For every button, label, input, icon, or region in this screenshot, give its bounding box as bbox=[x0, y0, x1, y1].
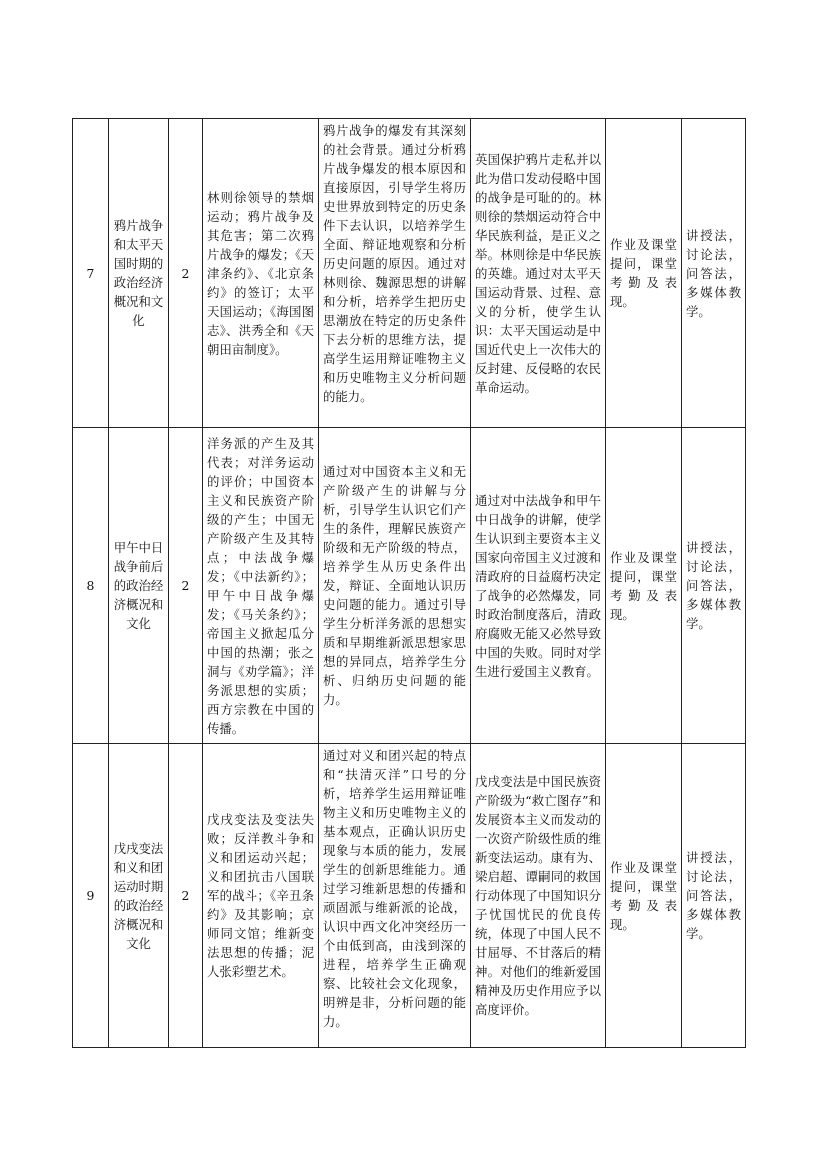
lesson-goal: 通过对中国资本主义和无产阶级产生的讲解与分析，引导学生认识它们产生的条件，理解民族资产阶级和无产阶级的特点，培养学生从历史条件出发，辩证、全面地认识历史问题的能力。通过引导学生分析洋务派的思想实质和早期维新派思想家思想的异同点，培养学生分析、归纳历史问题的能力。 bbox=[319, 428, 471, 744]
lesson-assessment: 作业及课堂提问，课堂考勤及表现。 bbox=[606, 428, 682, 744]
lesson-content: 戊戌变法及变法失败；反洋教斗争和义和团运动兴起；义和团抗击八国联军的战斗；《辛丑条约》及其影响；京师同文馆；维新变法思想的传播；泥人张彩塑艺术。 bbox=[203, 744, 319, 1048]
table-row bbox=[73, 119, 746, 428]
lesson-hours: 2 bbox=[169, 744, 203, 1048]
lesson-hours: 2 bbox=[169, 428, 203, 744]
lesson-content: 洋务派的产生及其代表；对洋务运动的评价；中国资本主义和民族资产阶级的产生；中国无产阶级产生及其特点；中法战争爆发；《中法新约》；甲午中日战争爆发；《马关条约》；帝国主义掀起瓜分中国的热潮；张之洞与《劝学篇》；洋务派思想的实质；西方宗教在中国的传播。 bbox=[203, 428, 319, 744]
lesson-number: 7 bbox=[73, 119, 109, 428]
lesson-method: 讲授法，讨论法，问答法，多媒体教学。 bbox=[682, 744, 746, 1048]
lesson-goal: 鸦片战争的爆发有其深刻的社会背景。通过分析鸦片战争爆发的根本原因和直接原因，引导学生将历史世界放到特定的历史条件下去认识，以培养学生全面、辩证地观察和分析历史问题的原因。通过对林则徐、魏源思想的讲解和分析，培养学生把历史思潮放在特定的历史条件下去分析的思维方法，提高学生运用辩证唯物主义和历史唯物主义分析问题的能力。 bbox=[319, 119, 471, 428]
lesson-effect: 通过对中法战争和甲午中日战争的讲解，使学生认识到主要资本主义国家向帝国主义过渡和清政府的日益腐朽决定了战争的必然爆发，同时政治制度落后，清政府腐败无能又必然导致中国的失败。同时对学生进行爱国主义教育。 bbox=[471, 428, 606, 744]
lesson-topic: 鸦片战争和太平天国时期的政治经济概况和文化 bbox=[109, 119, 169, 428]
lesson-goal: 通过对义和团兴起的特点和“扶清灭洋”口号的分析，培养学生运用辩证唯物主义和历史唯物主义的基本观点，正确认识历史现象与本质的能力，发展学生的创新思维能力。通过学习维新思想的传播和顽固派与维新派的论战，认识中西文化冲突经历一个由低到高，由浅到深的进程，培养学生正确观察、比较社会文化现象，明辨是非，分析问题的能力。 bbox=[319, 744, 471, 1048]
lesson-number: 8 bbox=[73, 428, 109, 744]
table-row bbox=[73, 428, 746, 744]
lesson-topic: 甲午中日战争前后的政治经济概况和文化 bbox=[109, 428, 169, 744]
syllabus-table bbox=[72, 118, 746, 1048]
lesson-topic: 戊戌变法和义和团运动时期的政治经济概况和文化 bbox=[109, 744, 169, 1048]
lesson-effect: 戊戌变法是中国民族资产阶级为“救亡图存”和发展资本主义而发动的一次资产阶级性质的维新变法运动。康有为、梁启超、谭嗣同的救国行动体现了中国知识分子忧国忧民的优良传统，体现了中国人民不甘屈辱、不甘落后的精神。对他们的维新爱国精神及历史作用应予以高度评价。 bbox=[471, 744, 606, 1048]
lesson-number: 9 bbox=[73, 744, 109, 1048]
lesson-content: 林则徐领导的禁烟运动；鸦片战争及其危害；第二次鸦片战争的爆发；《天津条约》、《北京条约》的签订；太平天国运动；《海国图志》、洪秀全和《天朝田亩制度》。 bbox=[203, 119, 319, 428]
lesson-assessment: 作业及课堂提问，课堂考勤及表现。 bbox=[606, 744, 682, 1048]
lesson-effect: 英国保护鸦片走私并以此为借口发动侵略中国的战争是可耻的的。林则徐的禁烟运动符合中华民族利益，是正义之举。林则徐是中华民族的英雄。通过对太平天国运动背景、过程、意义的分析，使学生认识：太平天国运动是中国近代史上一次伟大的反封建、反侵略的农民革命运动。 bbox=[471, 119, 606, 428]
lesson-assessment: 作业及课堂提问，课堂考勤及表现。 bbox=[606, 119, 682, 428]
lesson-method: 讲授法，讨论法，问答法，多媒体教学。 bbox=[682, 119, 746, 428]
lesson-method: 讲授法，讨论法，问答法，多媒体教学。 bbox=[682, 428, 746, 744]
table-row bbox=[73, 744, 746, 1048]
lesson-hours: 2 bbox=[169, 119, 203, 428]
